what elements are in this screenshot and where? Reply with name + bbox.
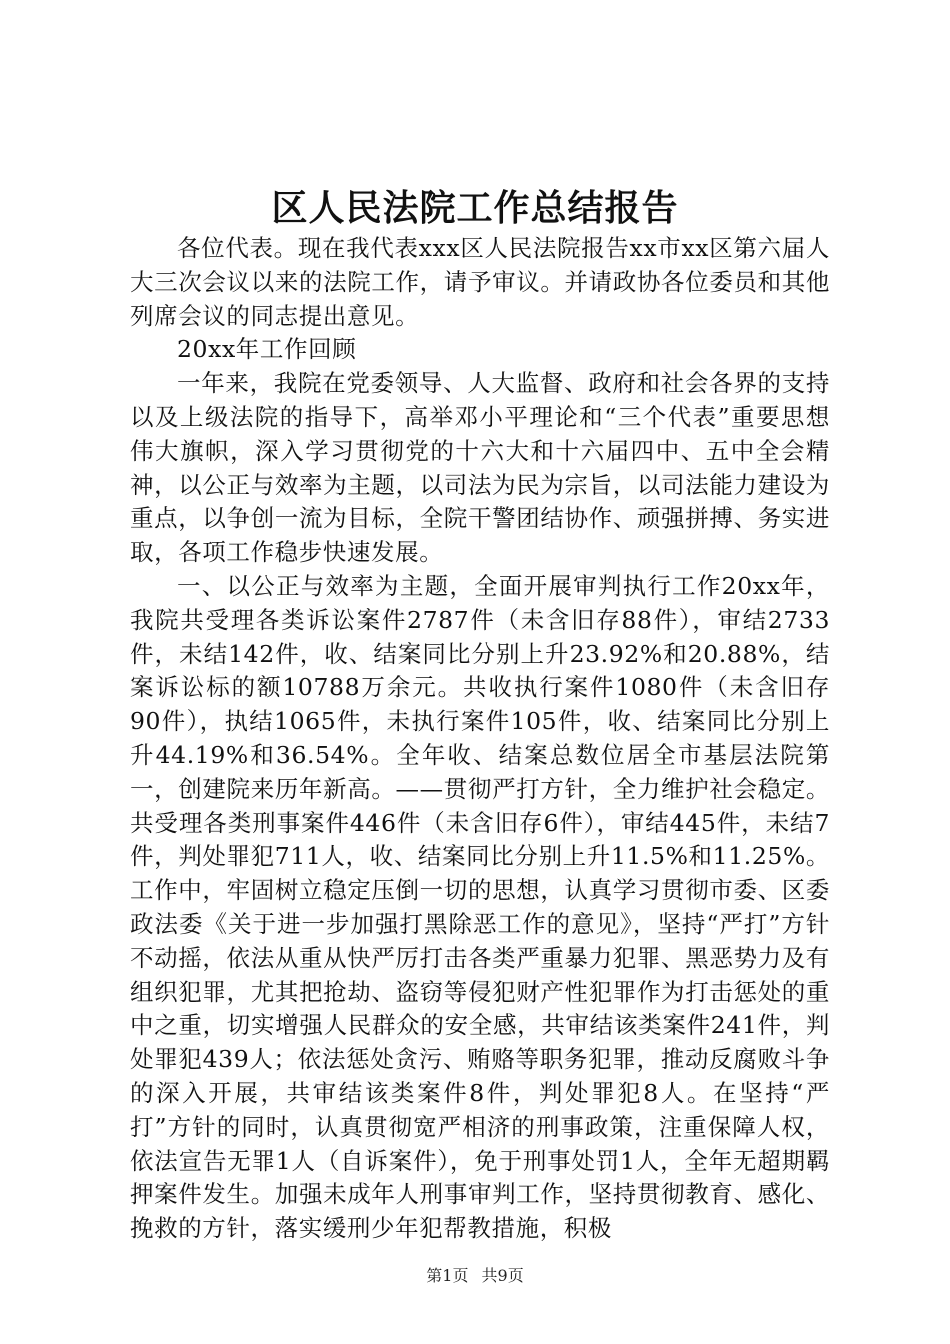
paragraph-year-review: 一年来，我院在党委领导、人大监督、政府和社会各界的支持以及上级法院的指导下，高举邓小平理论和“三个代表”重要思想伟大旗帜，深入学习贯彻党的十六大和十六届四中、五中全会精神，以公正与效率为主题，以司法为民为宗旨，以司法能力建设为重点，以争创一流为目标，全院干警团结协作、顽强拼搏、务实进取，各项工作稳步快速发展。: [130, 369, 830, 567]
document-body: [130, 232, 830, 1246]
document-title: 区人民法院工作总结报告: [271, 187, 679, 229]
page-footer: [0, 1265, 950, 1287]
paragraph-section-heading: 20xx年工作回顾: [177, 335, 357, 364]
page-number: 第1页: [426, 1266, 469, 1285]
paragraph-trial-work: 一、以公正与效率为主题，全面开展审判执行工作20xx年，我院共受理各类诉讼案件2787件（未含旧存88件），审结2733件，未结142件，收、结案同比分别上升23.92%和20.88%，结案诉讼标的额10788万余元。共收执行案件1080件（未含旧存90件），执结1065件，未执行案件105件，收、结案同比分别上升44.19%和36.54%。全年收、结案总数位居全市基层法院第一，创建院来历年新高。——贯彻严打方针，全力维护社会稳定。共受理各类刑事案件446件（未含旧存6件），审结445件，未结7件，判处罪犯711人，收、结案同比分别上升11.5%和11.25%。工作中，牢固树立稳定压倒一切的思想，认真学习贯彻市委、区委政法委《关于进一步加强打黑除恶工作的意见》，坚持“严打”方针不动摇，依法从重从快严厉打击各类严重暴力犯罪、黑恶势力及有组织犯罪，尤其把抢劫、盗窃等侵犯财产性犯罪作为打击惩处的重中之重，切实增强人民群众的安全感，共审结该类案件241件，判处罪犯439人；依法惩处贪污、贿赂等职务犯罪，推动反腐败斗争的深入开展，共审结该类案件8件，判处罪犯8人。在坚持“严打”方针的同时，认真贯彻宽严相济的刑事政策，注重保障人权，依法宣告无罪1人（自诉案件），免于刑事处罚1人，全年无超期羁押案件发生。加强未成年人刑事审判工作，坚持贯彻教育、感化、挽救的方针，落实缓刑少年犯帮教措施，积极: [130, 571, 830, 1243]
page-total: 共9页: [481, 1266, 524, 1285]
paragraph-opening: 各位代表。现在我代表xxx区人民法院报告xx市xx区第六届人大三次会议以来的法院工作，请予审议。并请政协各位委员和其他列席会议的同志提出意见。: [130, 234, 830, 330]
